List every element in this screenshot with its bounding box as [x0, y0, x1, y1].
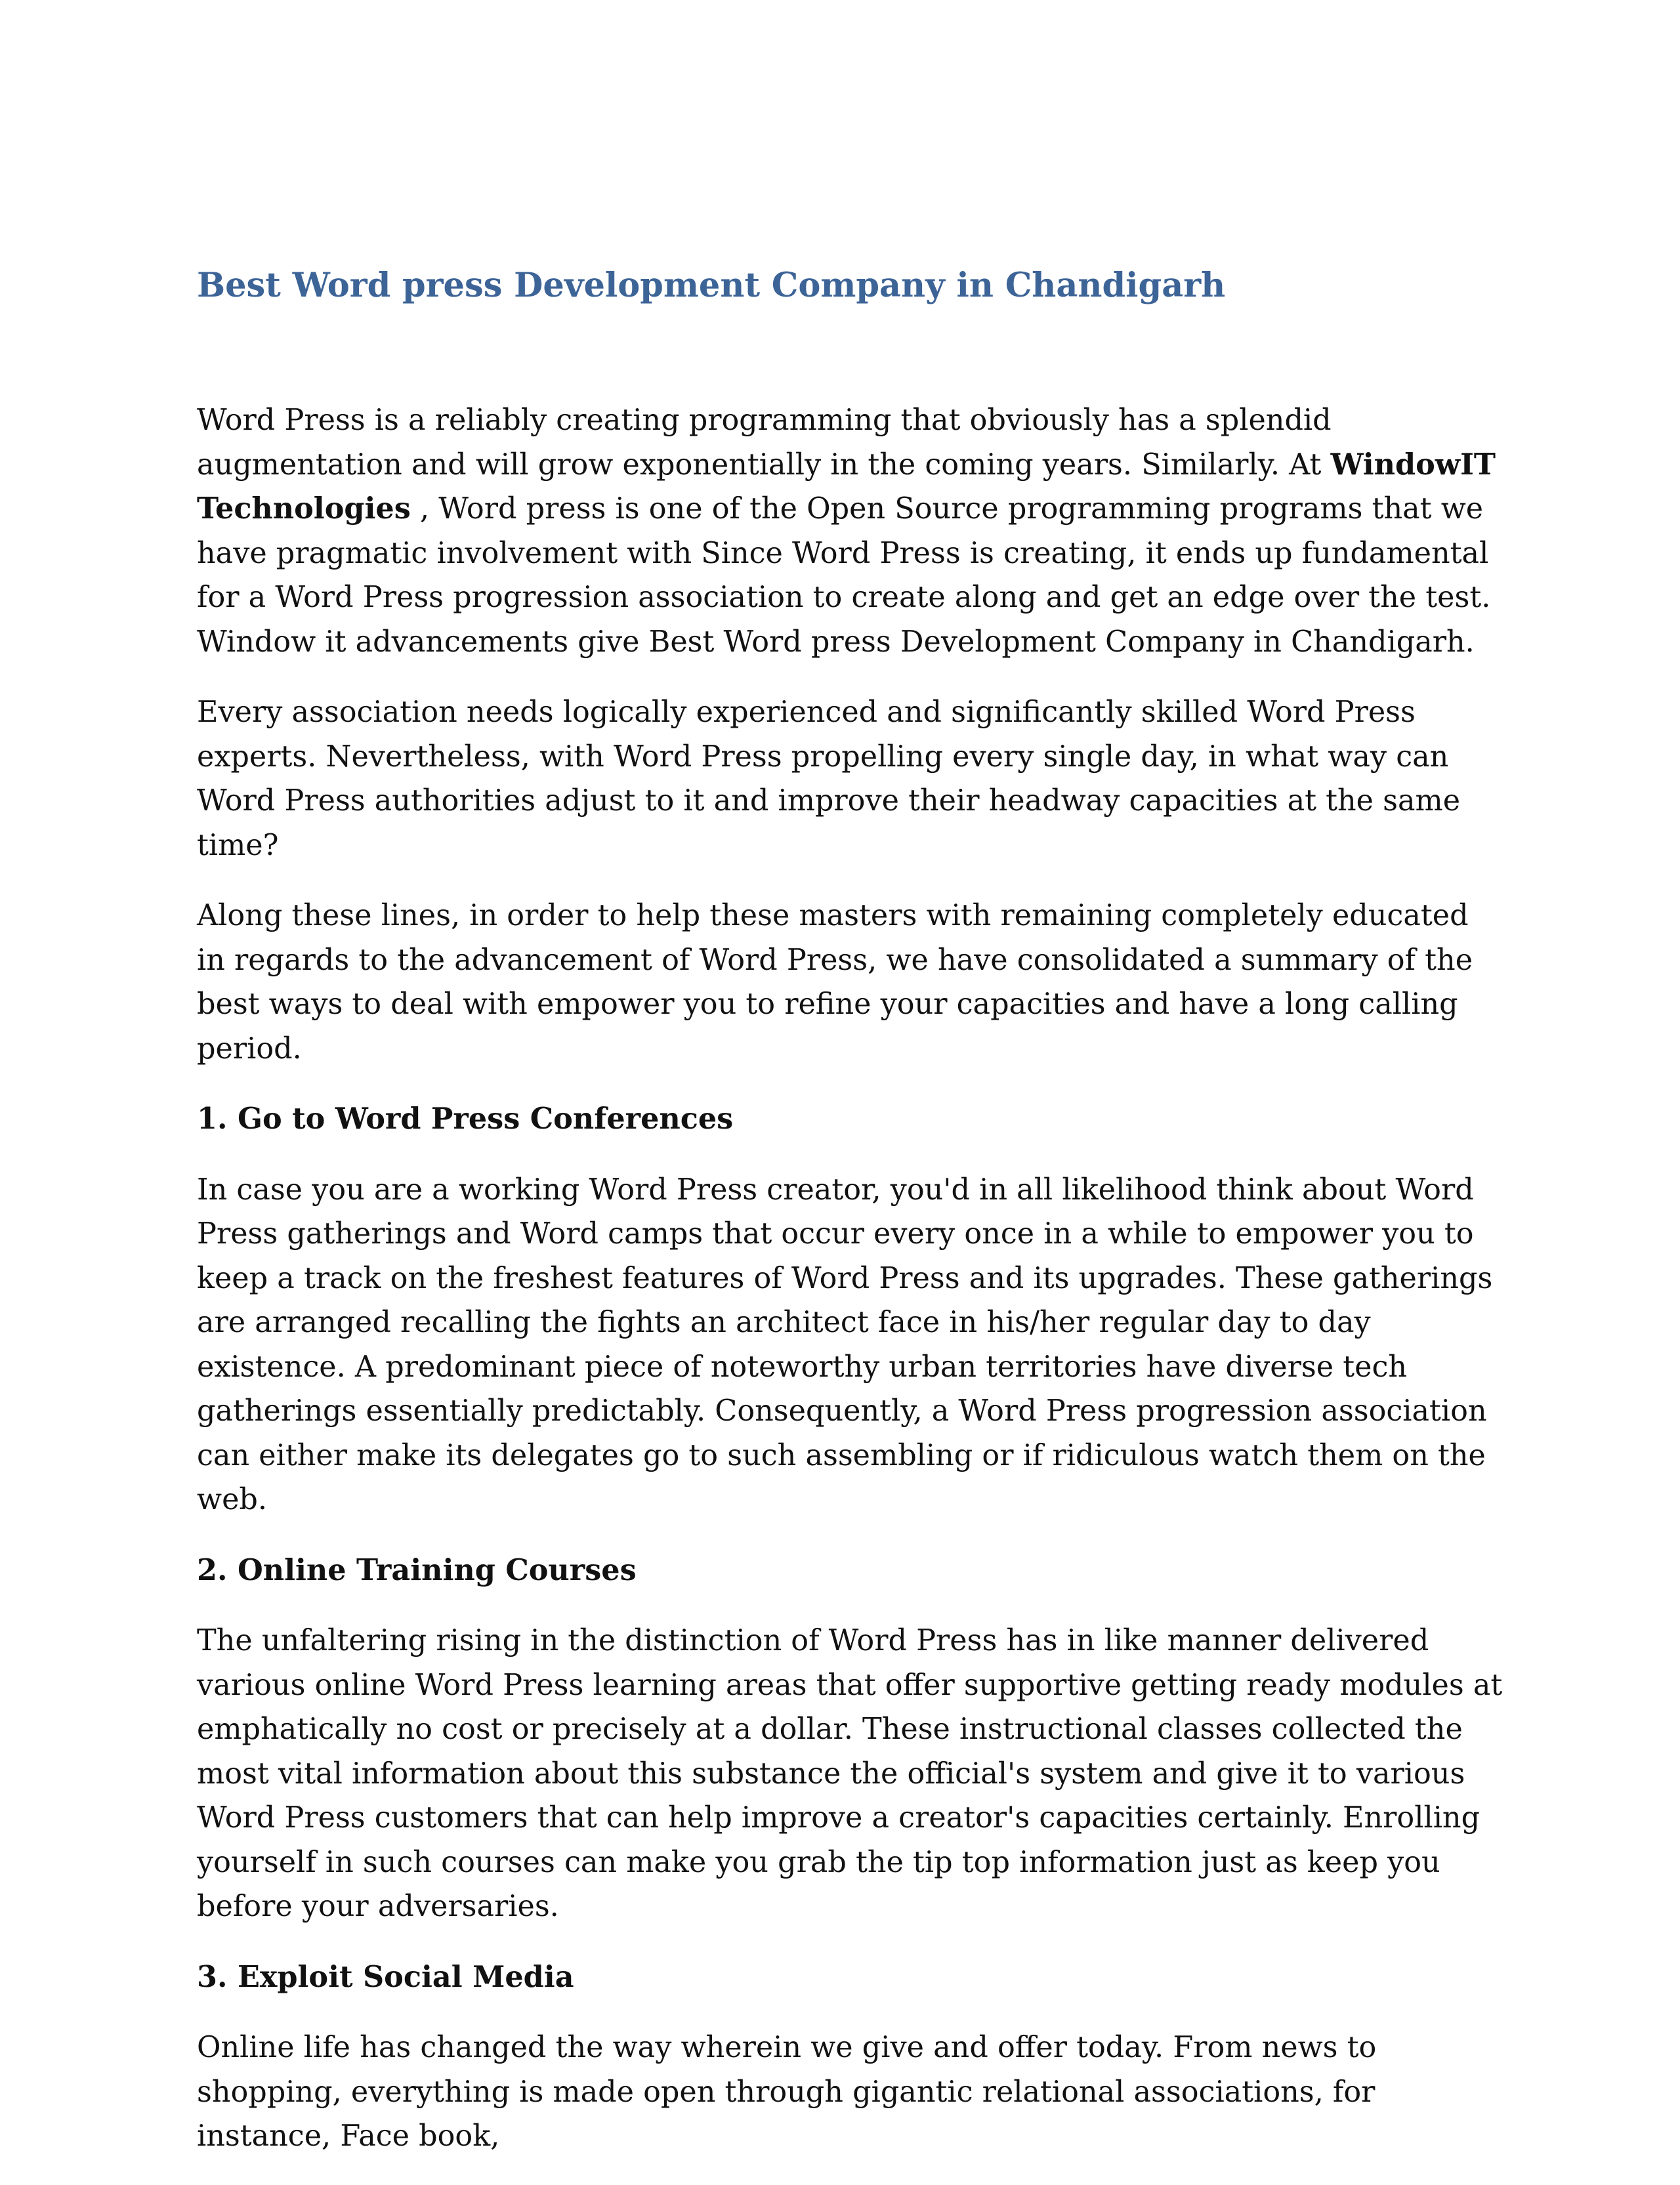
section-heading-social-media: 3. Exploit Social Media: [197, 1959, 574, 1994]
intro-paragraph: [197, 398, 1503, 664]
section-heading-training: 2. Online Training Courses: [197, 1552, 637, 1587]
paragraph-3: Along these lines, in order to help these masters with remaining completely educated in regards to the advancement of Word Press, we have consolidated a summary of the best ways to deal with empower you to refine your capacities and have a long calling period.: [197, 899, 1473, 1066]
intro-text-after: , Word press is one of the Open Source programming programs that we have pragmatic involvement with Since Word Press is creating, it ends up fundamental for a Word Press progression association to create along and get an edge over the test. Window it advancements give Best Word press Development Company in Chandigarh.: [197, 492, 1491, 659]
company-name: WindowIT Technologies: [197, 447, 1496, 526]
paragraph-2: Every association needs logically experienced and significantly skilled Word Press experts. Nevertheless, with Word Press propelling every single day, in what way can Word Press authorities adjust to it and improve their headway capacities at the same time?: [197, 696, 1461, 862]
section-body-training: The unfaltering rising in the distinction of Word Press has in like manner delivered various online Word Press learning areas that offer supportive getting ready modules at emphatically no cost or precisely at a dollar. These instructional classes collected the most vital information about this substance the official's system and give it to various Word Press customers that can help improve a creator's capacities certainly. Enrolling yourself in such courses can make you grab the tip top information just as keep you before your adversaries.: [197, 1624, 1503, 1923]
page-title: Best Word press Development Company in Chandigarh: [197, 266, 1226, 305]
section-body-social-media: Online life has changed the way wherein we give and offer today. From news to shopping, everything is made open through gigantic relational associations, for instance, Face book,: [197, 2031, 1377, 2153]
intro-text-before: Word Press is a reliably creating programming that obviously has a splendid augmentation and will grow exponentially in the coming years. Similarly. At: [197, 404, 1332, 482]
document-content: [197, 259, 1503, 2185]
section-body-conferences: In case you are a working Word Press creator, you'd in all likelihood think about Word Press gatherings and Word camps that occur every once in a while to empower you to keep a track on the freshest features of Word Press and its upgrades. These gatherings are arranged recalling the fights an architect face in his/her regular day to day existence. A predominant piece of noteworthy urban territories have diverse tech gatherings essentially predictably. Consequently, a Word Press progression association can either make its delegates go to such assembling or if ridiculous watch them on the web.: [197, 1173, 1493, 1516]
section-heading-conferences: 1. Go to Word Press Conferences: [197, 1102, 734, 1136]
